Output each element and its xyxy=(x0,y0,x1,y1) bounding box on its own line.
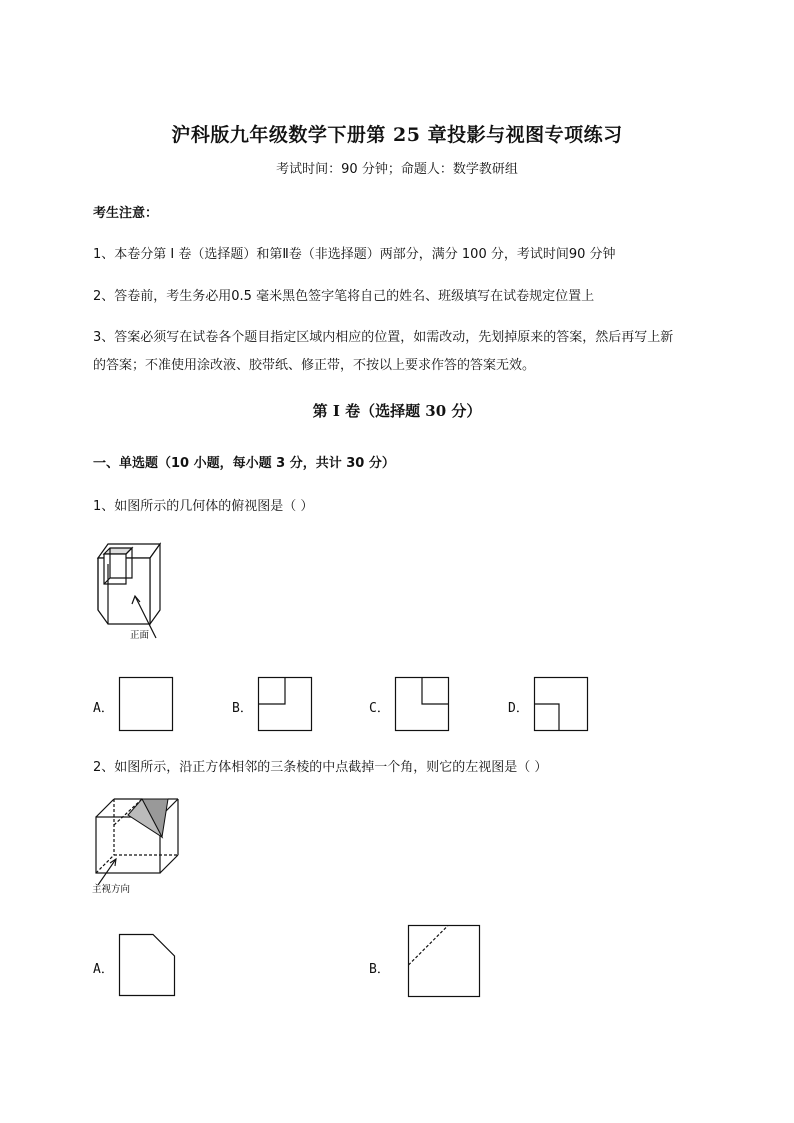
section-heading: 一、单选题（10 小题，每小题 3 分，共计 30 分） xyxy=(93,456,395,471)
notice-item-3: 3、答案必须写在试卷各个题目指定区域内相应的位置，如需改动，先划掉原来的答案，然后再写上新 xyxy=(93,330,674,345)
q2-option-b-figure[interactable] xyxy=(408,925,480,997)
q1-option-b-label[interactable]: B． xyxy=(232,701,253,716)
q1-option-c-label[interactable]: C． xyxy=(369,701,390,716)
question-2-text: 2、如图所示，沿正方体相邻的三条棱的中点截掉一个角，则它的左视图是（ ） xyxy=(93,760,548,775)
q1-option-b-figure[interactable] xyxy=(258,677,312,731)
q1-figure-caption: 正面 xyxy=(130,630,150,641)
q1-option-a-label[interactable]: A． xyxy=(93,701,114,716)
q2-figure-caption: 主视方向 xyxy=(92,884,131,895)
q1-solid-figure xyxy=(90,540,170,645)
q1-option-d-figure[interactable] xyxy=(534,677,588,731)
notice-heading: 考生注意： xyxy=(93,206,159,221)
q1-option-a-figure[interactable] xyxy=(119,677,173,731)
notice-item-3-cont: 的答案；不准使用涂改液、胶带纸、修正带，不按以上要求作答的答案无效。 xyxy=(93,358,536,373)
q2-option-b-label[interactable]: B． xyxy=(369,962,390,977)
q2-option-a-label[interactable]: A． xyxy=(93,962,114,977)
question-1-text: 1、如图所示的几何体的俯视图是（ ） xyxy=(93,499,314,514)
q2-option-a-figure[interactable] xyxy=(119,934,175,996)
notice-item-1: 1、本卷分第 I 卷（选择题）和第Ⅱ卷（非选择题）两部分，满分 100 分，考试时间90 分钟 xyxy=(93,247,616,262)
document-title: 沪科版九年级数学下册第 25 章投影与视图专项练习 xyxy=(171,124,623,146)
q1-option-c-figure[interactable] xyxy=(395,677,449,731)
q2-cube-figure xyxy=(90,795,190,900)
exam-info: 考试时间：90 分钟；命题人：数学教研组 xyxy=(276,162,518,177)
part-title: 第 I 卷（选择题 30 分） xyxy=(312,402,482,420)
q1-option-d-label[interactable]: D． xyxy=(508,701,529,716)
notice-item-2: 2、答卷前，考生务必用0.5 毫米黑色签字笔将自己的姓名、班级填写在试卷规定位置上 xyxy=(93,289,595,304)
